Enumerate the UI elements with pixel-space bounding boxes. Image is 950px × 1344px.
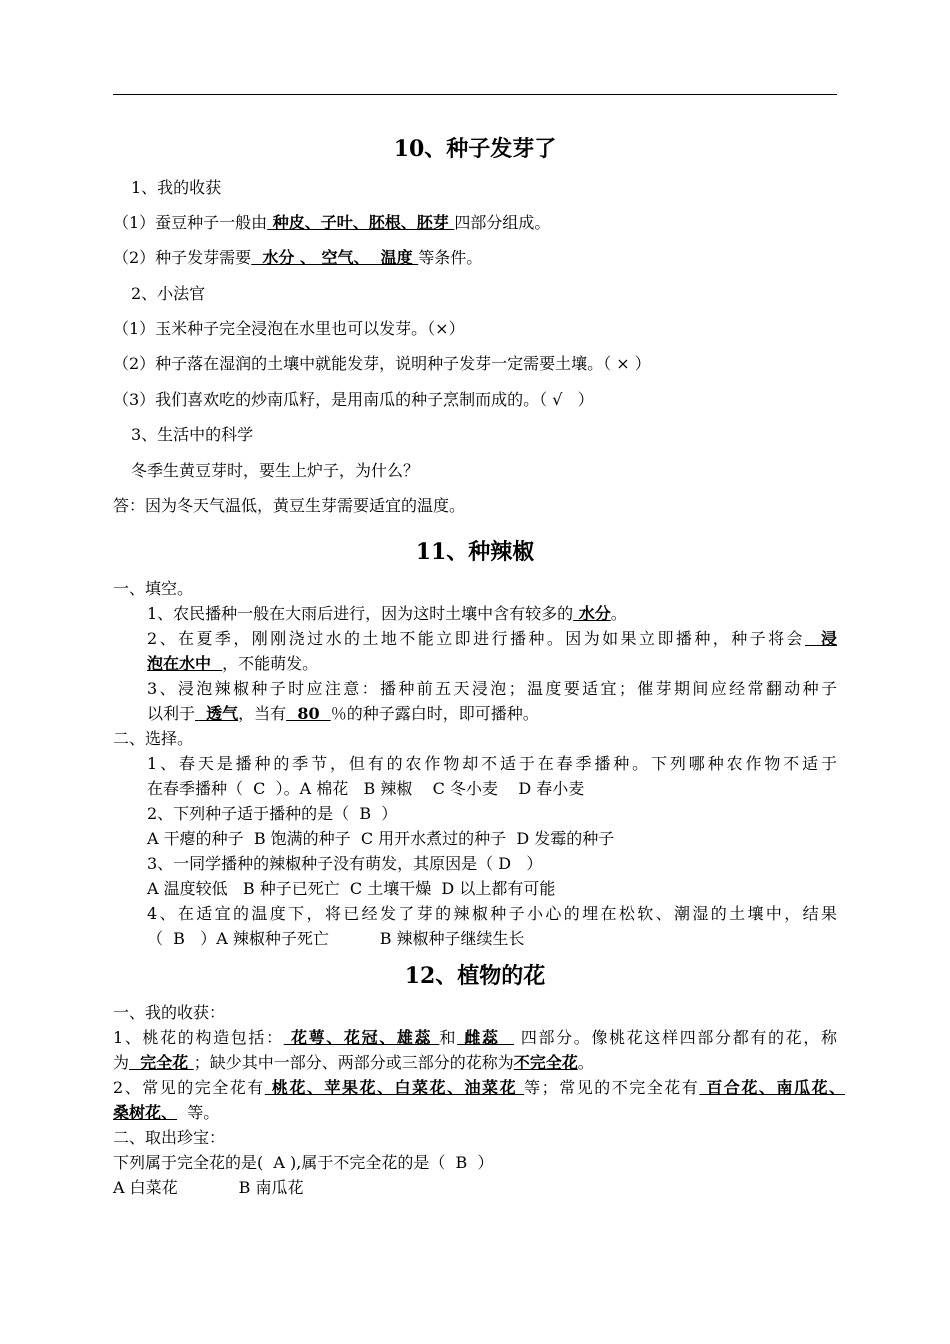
- answer-blank: 雌蕊: [457, 1028, 515, 1047]
- section-12-title: 12、植物的花: [404, 963, 546, 989]
- s12-treasure-question: 下列属于完全花的是( A ),属于不完全花的是（ B ）: [113, 1153, 494, 1172]
- s12-gain-1-line2: 为 完全花 ；缺少其中一部分、两部分或三部分的花称为不完全花。: [113, 1053, 594, 1072]
- s10-q2-heading: 2、小法官: [131, 284, 206, 303]
- s11-choice-2-options: A 干瘪的种子 B 饱满的种子 C 用开水煮过的种子 D 发霉的种子: [147, 829, 615, 848]
- s12-gain-1-line1: 1、桃花的构造包括： 花萼、花冠、雄蕊 和 雌蕊 四部分。像桃花这样四部分都有的花，称: [113, 1028, 837, 1047]
- s11-choice-1-line1: 1、春天是播种的季节，但有的农作物却不适于在春季播种。下列哪种农作物不适于: [147, 754, 837, 773]
- s12-treasure-options: A 白菜花 B 南瓜花: [113, 1178, 304, 1197]
- header-rule: [113, 94, 837, 95]
- answer-blank: 花萼、花冠、雄蕊: [283, 1028, 440, 1047]
- s11-fill-3-line1: 3、浸泡辣椒种子时应注意：播种前五天浸泡；温度要适宜；催芽期间应经常翻动种子: [147, 679, 837, 698]
- section-10-title: 10、种子发芽了: [393, 136, 557, 162]
- s11-choice-1-line2: 在春季播种（ C ）。A 棉花 B 辣椒 C 冬小麦 D 春小麦: [147, 779, 585, 798]
- s10-q1-heading: 1、我的收获: [131, 178, 222, 197]
- s11-choice-3-question: 3、一同学播种的辣椒种子没有萌发，其原因是（ D ）: [147, 854, 543, 873]
- s10-answer-2: （2）种子发芽需要 水分 、 空气、 温度 等条件。: [113, 248, 483, 267]
- s10-judge-1: （1）玉米种子完全浸泡在水里也可以发芽。（×）: [113, 319, 465, 338]
- answer-blank: 水分 、 空气、 温度: [251, 248, 419, 267]
- s10-q3-heading: 3、生活中的科学: [131, 425, 254, 444]
- answer-blank: 泡在水中: [147, 654, 223, 673]
- s11-part1-heading: 一、填空。: [113, 579, 194, 598]
- section-11-title: 11、种辣椒: [415, 539, 535, 565]
- answer-blank: 80: [286, 704, 331, 723]
- answer-blank: 浸: [804, 629, 837, 648]
- s10-q3-question: 冬季生黄豆芽时，要生上炉子，为什么？: [131, 461, 420, 480]
- answer-blank: 百合花、南瓜花、: [699, 1078, 845, 1097]
- answer-blank: 水分: [573, 604, 611, 623]
- s12-part1-heading: 一、我的收获：: [113, 1003, 226, 1022]
- s11-fill-3-line2: 以利于 透气，当有 80 ％的种子露白时，即可播种。: [147, 704, 539, 723]
- s12-gain-2-line2: 桑树花、 等。: [113, 1103, 220, 1122]
- answer-blank: 桃花、苹果花、白菜花、油菜花: [264, 1078, 525, 1097]
- s11-choice-2-question: 2、下列种子适于播种的是（ B ）: [147, 804, 398, 823]
- s12-gain-2-line1: 2、常见的完全花有 桃花、苹果花、白菜花、油菜花 等；常见的不完全花有 百合花、南瓜花、: [113, 1078, 845, 1097]
- s11-choice-4-line1: 4、在适宜的温度下，将已经发了芽的辣椒种子小心的埋在松软、潮湿的土壤中，结果: [147, 904, 837, 923]
- s10-answer-1: （1）蚕豆种子一般由 种皮、子叶、胚根、胚芽 四部分组成。: [113, 213, 551, 232]
- s11-fill-2-line2: 泡在水中 ，不能萌发。: [147, 654, 319, 673]
- answer-blank: 完全花: [129, 1053, 194, 1072]
- s11-fill-2-line1: 2、在夏季，刚刚浇过水的土地不能立即进行播种。因为如果立即播种，种子将会 浸: [147, 629, 837, 648]
- answer-blank: 不完全花: [513, 1053, 578, 1072]
- answer-blank: 桑树花、: [113, 1103, 178, 1122]
- s10-q3-answer: 答：因为冬天气温低，黄豆生芽需要适宜的温度。: [113, 496, 466, 515]
- s11-choice-4-line2: （ B ）A 辣椒种子死亡 B 辣椒种子继续生长: [147, 929, 525, 948]
- answer-blank: 种皮、子叶、胚根、胚芽: [267, 213, 455, 232]
- s11-fill-1: 1、农民播种一般在大雨后进行，因为这时土壤中含有较多的 水分。: [147, 604, 627, 623]
- s10-judge-2: （2）种子落在湿润的土壤中就能发芽，说明种子发芽一定需要土壤。（ × ）: [113, 354, 651, 373]
- s11-part2-heading: 二、选择。: [113, 729, 194, 748]
- s10-judge-3: （3）我们喜欢吃的炒南瓜籽，是用南瓜的种子烹制而成的。（ √ ）: [113, 390, 594, 409]
- s11-choice-3-options: A 温度较低 B 种子已死亡 C 土壤干燥 D 以上都有可能: [147, 879, 556, 898]
- s12-part2-heading: 二、取出珍宝：: [113, 1128, 226, 1147]
- answer-blank: 透气: [195, 704, 239, 723]
